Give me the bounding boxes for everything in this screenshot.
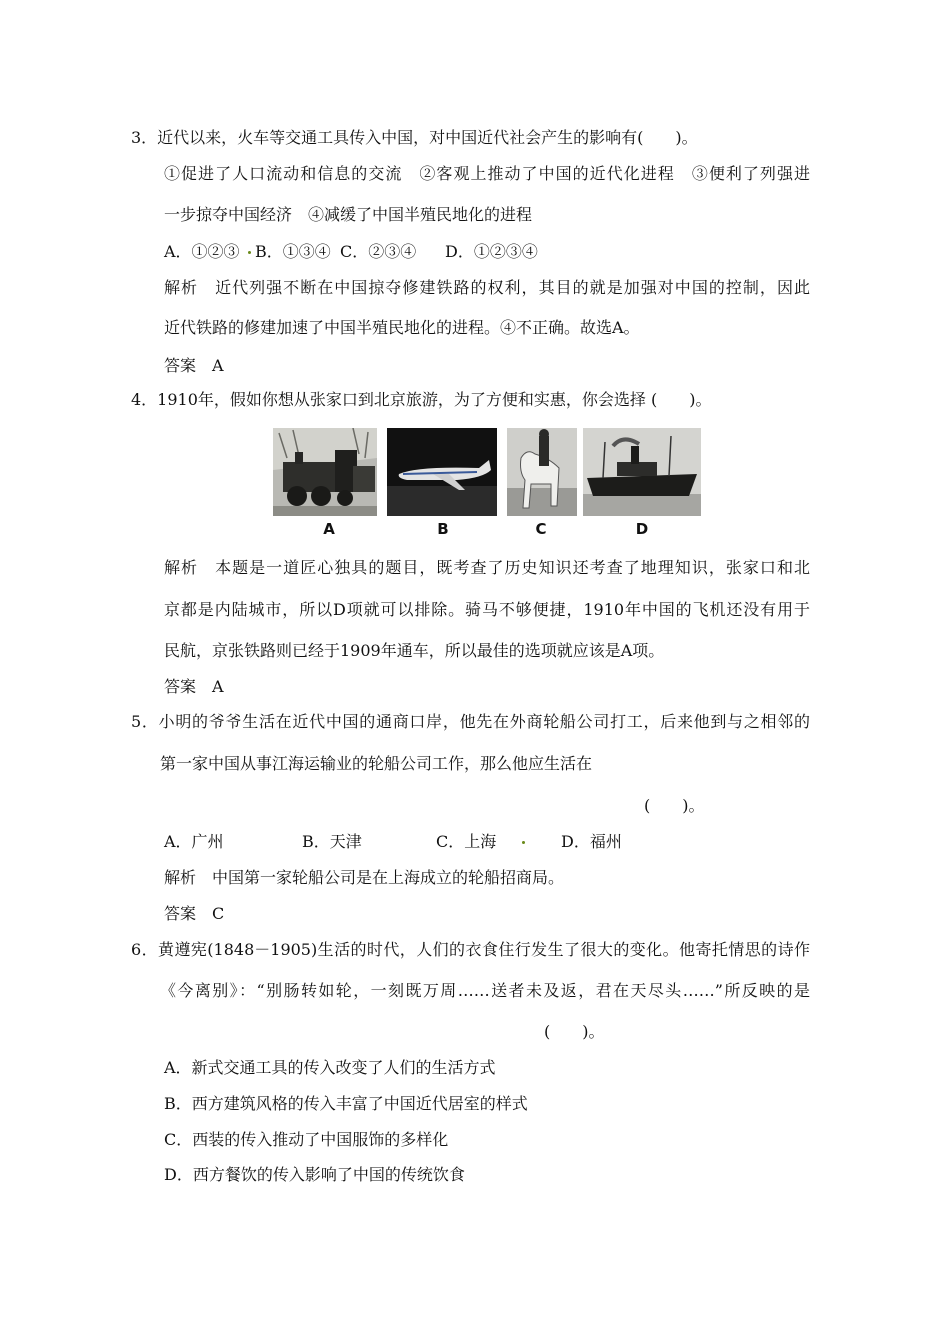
q3-statements-line2: 一步掠夺中国经济 ④减缓了中国半殖民地化的进程: [164, 205, 533, 224]
q5-option-a: A．广州: [164, 832, 224, 851]
q3-option-b: B．①③④: [255, 242, 331, 261]
q4-analysis-line3: 民航，京张铁路则已经于1909年通车，所以最佳的选项就应该是A项。: [164, 641, 665, 660]
image-label-a: A: [323, 520, 335, 538]
q6-stem-line1: 6．黄遵宪(1848－1905)生活的时代，人们的衣食住行发生了很大的变化。他寄托情思的诗作: [131, 940, 810, 959]
q4-analysis-line1: 解析 本题是一道匠心独具的题目，既考查了历史知识还考查了地理知识，张家口和北: [164, 558, 810, 577]
q4-stem: 4．1910年，假如你想从张家口到北京旅游，为了方便和实惠，你会选择 ( )。: [131, 390, 712, 409]
q3-answer: 答案 A: [164, 356, 224, 375]
q4-answer: 答案 A: [164, 677, 224, 696]
q3-option-d: D．①②③④: [445, 242, 538, 261]
q3-stem: 3．近代以来，火车等交通工具传入中国，对中国近代社会产生的影响有( )。: [131, 128, 698, 147]
horse-rider-photo: [507, 428, 577, 516]
q5-option-b: B．天津: [302, 832, 362, 851]
q3-statements-line1: ①促进了人口流动和信息的交流 ②客观上推动了中国的近代化进程 ③便利了列强进: [164, 164, 810, 183]
q6-option-d: D．西方餐饮的传入影响了中国的传统饮食: [164, 1165, 465, 1184]
q6-option-a: A．新式交通工具的传入改变了人们的生活方式: [164, 1058, 496, 1077]
q5-option-c: C．上海: [436, 832, 497, 851]
q4-analysis-line2: 京都是内陆城市，所以D项就可以排除。骑马不够便捷，1910年中国的飞机还没有用于: [164, 600, 810, 619]
image-label-c: C: [535, 520, 547, 538]
q3-analysis-line1: 解析 近代列强不断在中国掠夺修建铁路的权利，其目的就是加强对中国的控制，因此: [164, 278, 810, 297]
q5-options: [164, 832, 622, 852]
q3-analysis-line2: 近代铁路的修建加速了中国半殖民地化的进程。④不正确。故选A。: [164, 318, 640, 337]
airplane-photo: [387, 428, 497, 516]
steamship-photo: [583, 428, 701, 516]
locomotive-photo: [273, 428, 377, 516]
q5-analysis: 解析 中国第一家轮船公司是在上海成立的轮船招商局。: [164, 868, 565, 887]
q6-stem-line2: 《今离别》：“别肠转如轮，一刻既万周……送者未及返，君在天尽头……”所反映的是: [160, 981, 810, 1000]
q6-bracket: ( )。: [544, 1022, 605, 1041]
q5-stem-line1: 5．小明的爷爷生活在近代中国的通商口岸，他先在外商轮船公司打工，后来他到与之相邻的: [131, 712, 810, 731]
image-label-d: D: [635, 520, 649, 538]
q6-option-c: C．西装的传入推动了中国服饰的多样化: [164, 1130, 449, 1149]
q3-option-c: C．②③④: [340, 242, 417, 261]
q5-stem-line2: 第一家中国从事江海运输业的轮船公司工作，那么他应生活在: [160, 754, 593, 773]
q3-option-a: A．①②③: [164, 242, 240, 261]
q3-options: [164, 242, 538, 262]
q4-image-options: [273, 428, 703, 540]
q3-mark-dot: [248, 251, 251, 254]
image-label-b: B: [437, 520, 449, 538]
q5-bracket: ( )。: [644, 796, 705, 815]
q6-option-b: B．西方建筑风格的传入丰富了中国近代居室的样式: [164, 1094, 528, 1113]
q5-mark-dot: [522, 841, 525, 844]
q5-option-d: D．福州: [561, 832, 622, 851]
q5-answer: 答案 C: [164, 904, 225, 923]
